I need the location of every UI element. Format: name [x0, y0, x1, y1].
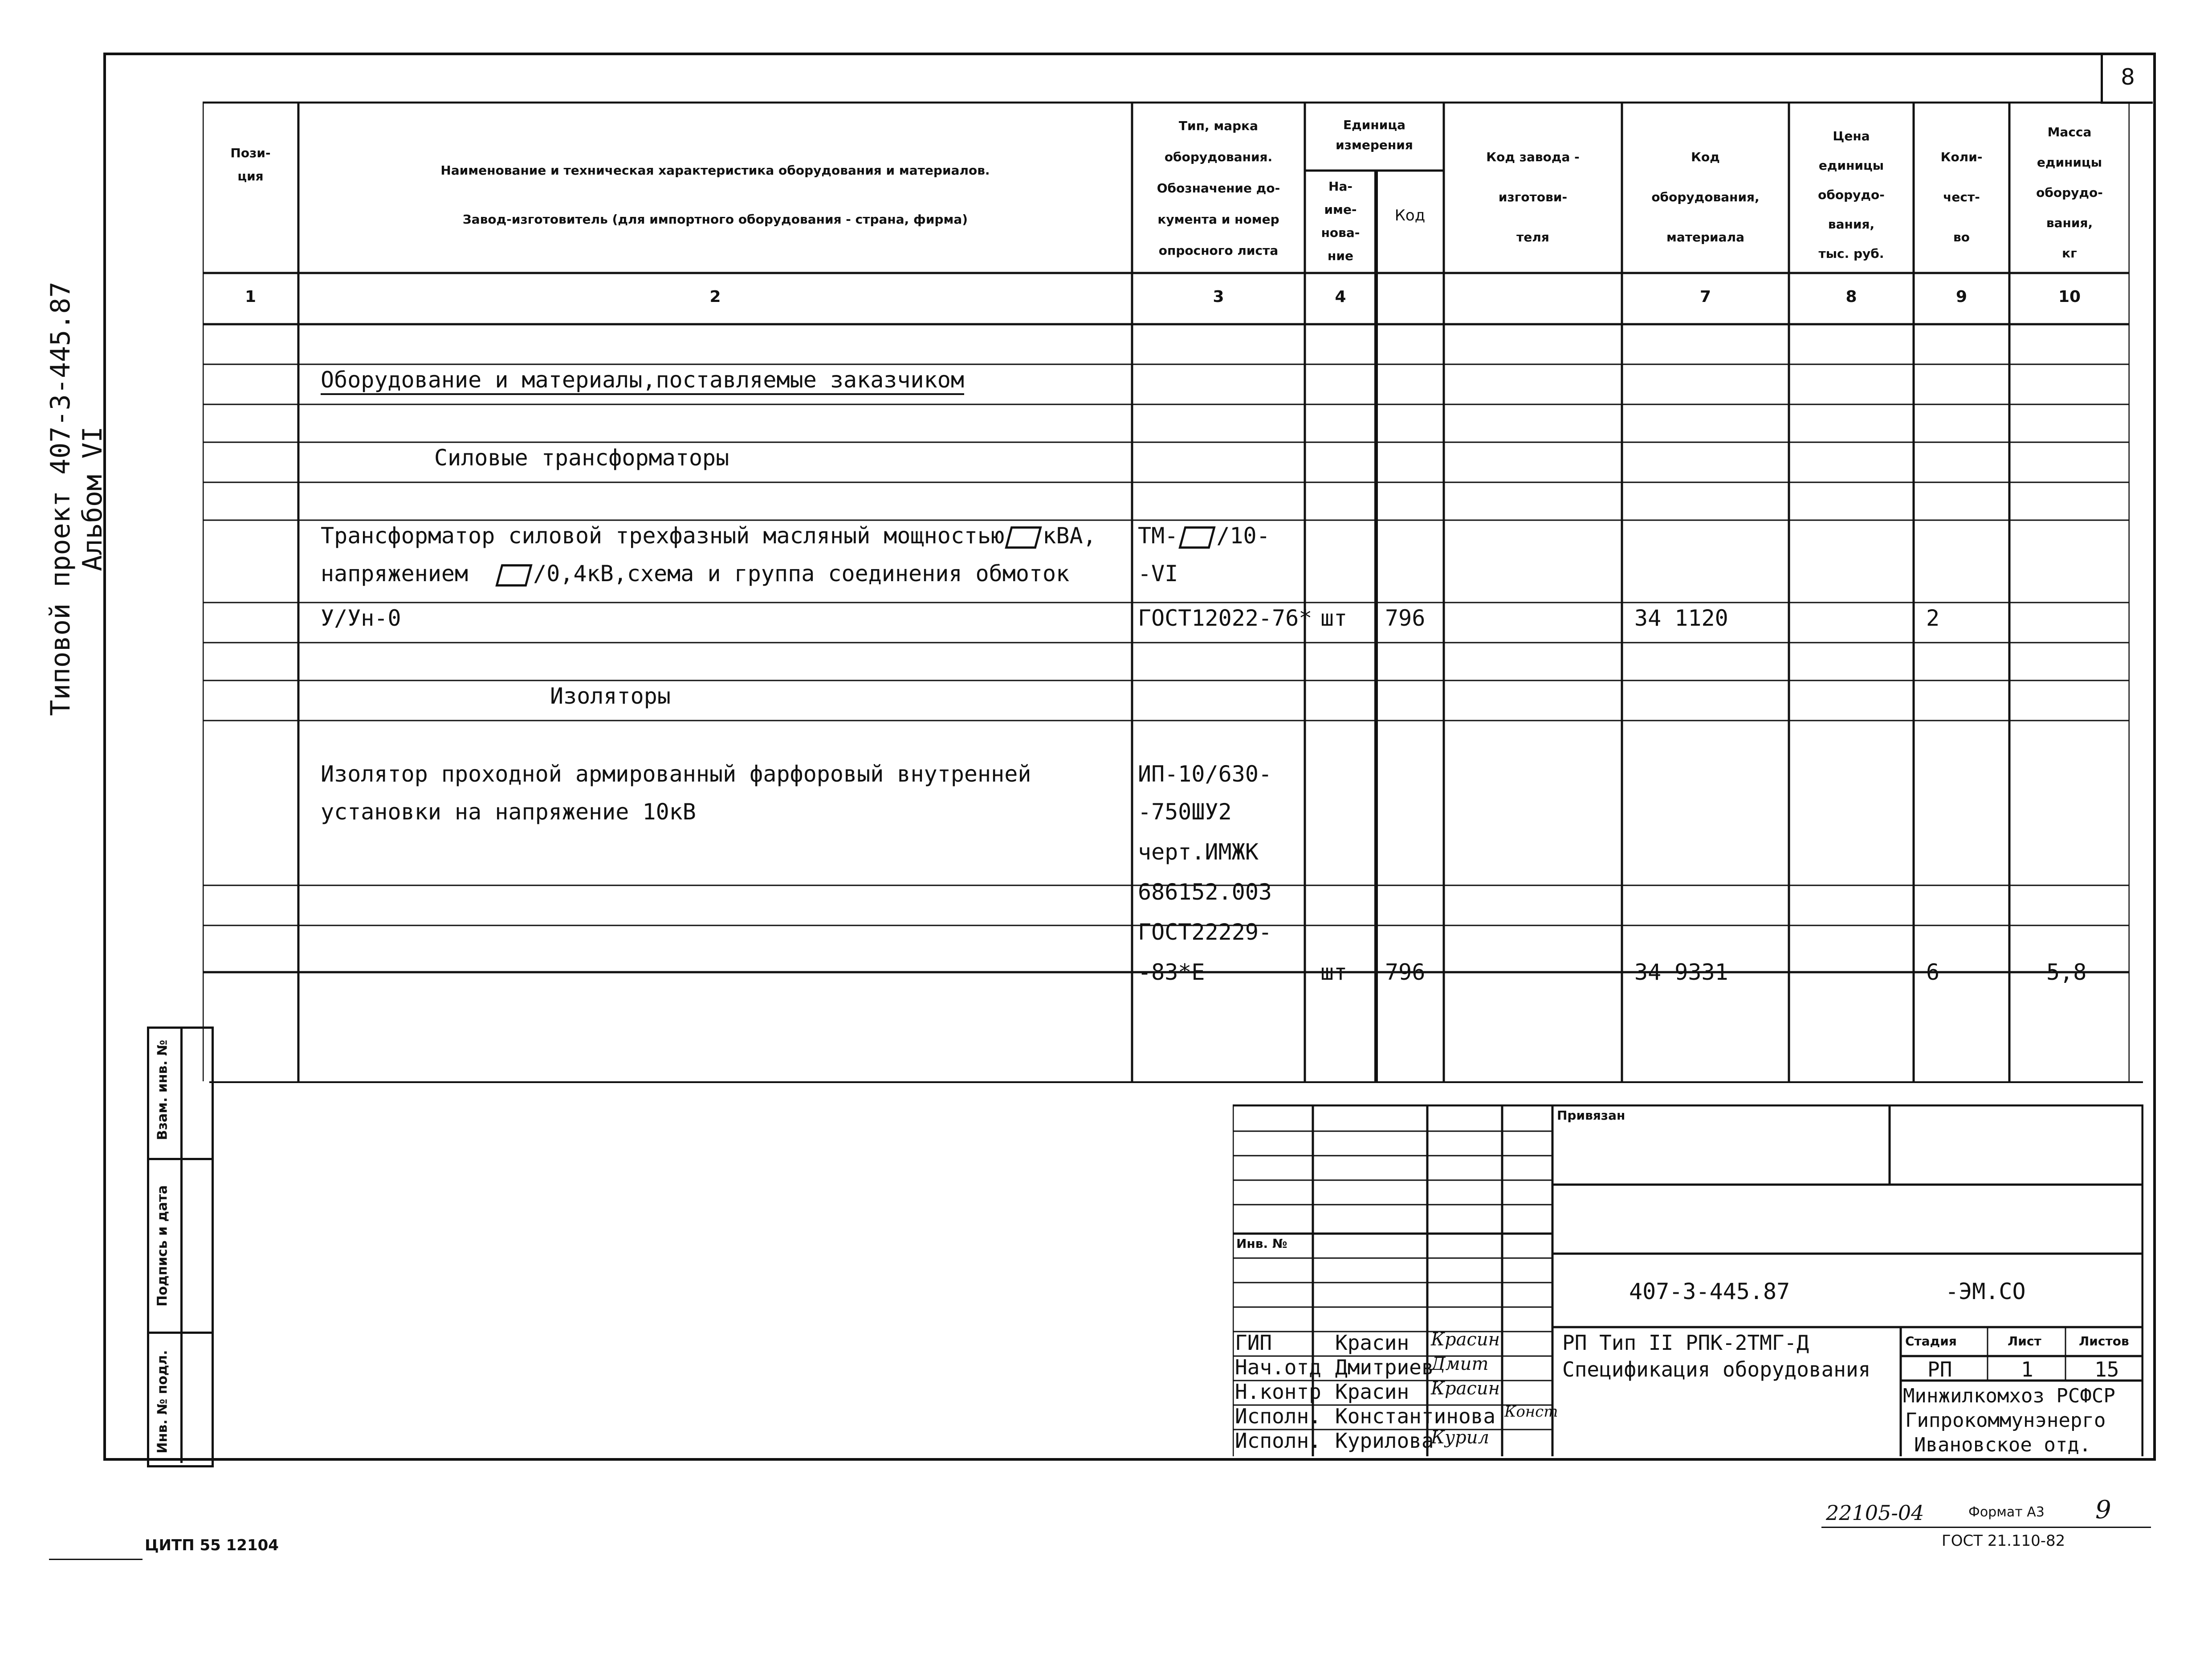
insulator-type-4: 686152.003: [1138, 879, 1272, 905]
insulator-type-1: ИП-10/630-: [1138, 761, 1272, 787]
footer-left-code: ЦИТП 55 12104: [145, 1536, 279, 1554]
footer-page-number: 9: [2095, 1495, 2111, 1524]
insulator-unit-code: 796: [1385, 959, 1426, 985]
header-mass: Масса единицы оборудо- вания, кг: [2036, 125, 2103, 261]
header-unit-name: На- име- нова- ние: [1321, 179, 1360, 263]
person-name-4: Константинова: [1335, 1404, 1496, 1428]
header-factory-code: Код завода - изготови- теля: [1486, 150, 1580, 244]
header-qty: Коли- чест- во: [1940, 150, 1983, 244]
insulator-type-5: ГОСТ22229-: [1138, 919, 1272, 945]
person-sign-3: Красин: [1431, 1378, 1500, 1399]
blank-box-icon: [1179, 526, 1216, 549]
person-role-1: ГИП: [1235, 1331, 1272, 1355]
section-heading: Оборудование и материалы,поставляемые заказчиком: [321, 367, 964, 395]
colnum-2: 2: [709, 288, 721, 306]
person-role-3: Н.контр: [1235, 1380, 1321, 1404]
footer-order-number: 22105-04: [1826, 1501, 1924, 1525]
side-stamp-zam: Взам. инв. №: [155, 1039, 171, 1141]
transformer-desc-line2: напряжением /0,4кВ,схема и группа соединения обмоток: [321, 561, 1070, 587]
colnum-1: 1: [244, 288, 257, 306]
side-stamp-podpis: Подпись и дата: [155, 1185, 171, 1307]
header-unit: Единица измерения: [1336, 118, 1413, 152]
org-line-3: Ивановское отд.: [1914, 1434, 2091, 1456]
privyazan-label: Привязан: [1557, 1108, 1625, 1123]
listov-label: Листов: [2079, 1334, 2129, 1348]
colnum-9: 9: [1955, 288, 1968, 306]
person-role-2: Нач.отд: [1235, 1355, 1321, 1379]
title-block: [1233, 1104, 2143, 1456]
doc-suffix: -ЭМ.СО: [1945, 1279, 2026, 1304]
blank-box-icon: [495, 564, 532, 587]
transformer-desc-line1: Трансформатор силовой трехфазный масляный мощностью кВА,: [321, 523, 1096, 549]
person-sign-2: Дмит: [1431, 1354, 1489, 1374]
side-title: [45, 276, 111, 721]
list-label: Лист: [2008, 1334, 2041, 1348]
insulator-type-3: черт.ИМЖК: [1138, 839, 1259, 865]
doc-code: 407-3-445.87: [1629, 1279, 1790, 1304]
sheet-title: Спецификация оборудования: [1562, 1357, 1871, 1381]
footer-format: Формат А3: [1968, 1504, 2045, 1520]
header-name: Наименование и техническая характеристика оборудования и материалов. Завод-изготовитель (для импортного оборудования - страна, фирма): [440, 163, 990, 227]
transformer-unit-code: 796: [1385, 605, 1426, 631]
colnum-8: 8: [1845, 288, 1857, 306]
transformer-qty: 2: [1926, 605, 1940, 631]
insulator-mass: 5,8: [2046, 959, 2087, 985]
footer-line-right: [1821, 1527, 2151, 1528]
header-unit-code: Код: [1394, 207, 1426, 224]
person-name-1: Красин: [1335, 1331, 1409, 1355]
person-sign-5: Курил: [1431, 1427, 1489, 1448]
insulator-desc-line1: Изолятор проходной армированный фарфоровый внутренней: [321, 761, 1031, 787]
sheet-number-box: [2101, 53, 2153, 104]
group-transformers: Силовые трансформаторы: [434, 445, 729, 471]
inv-no-label: Инв. №: [1236, 1236, 1287, 1251]
transformer-type-2: -VI: [1138, 561, 1178, 587]
side-title-project: Типовой проект 407-3-445.87: [45, 281, 76, 716]
header-equipment-code: Код оборудования, материала: [1651, 150, 1760, 244]
person-sign-1: Красин: [1431, 1329, 1500, 1350]
header-price: Цена единицы оборудо- вания, тыс. руб.: [1818, 129, 1885, 261]
person-name-2: Дмитриев: [1335, 1355, 1434, 1379]
list-value: 1: [2021, 1357, 2033, 1381]
person-name-5: Курилова: [1335, 1429, 1434, 1453]
side-stamp: [147, 1027, 214, 1467]
org-line-2: Гипрокоммунэнерго: [1905, 1409, 2106, 1432]
object-title: РП Тип II РПК-2ТМГ-Д: [1562, 1331, 1809, 1355]
insulator-unit: шт: [1320, 959, 1348, 985]
insulator-equipment-code: 34 9331: [1634, 959, 1728, 985]
insulator-desc-line2: установки на напряжение 10кВ: [321, 799, 696, 825]
colnum-4: 4: [1335, 288, 1346, 306]
group-insulators: Изоляторы: [550, 683, 671, 709]
sheet-number: 8: [2121, 64, 2135, 90]
colnum-10: 10: [2058, 288, 2081, 306]
stage-label: Стадия: [1905, 1334, 1957, 1348]
person-sign-4: Конст: [1504, 1403, 1558, 1421]
transformer-desc-line3: У/Ун-0: [321, 605, 401, 631]
org-line-1: Минжилкомхоз РСФСР: [1903, 1385, 2115, 1407]
transformer-unit: шт: [1320, 605, 1348, 631]
transformer-type-1: ТМ- /10-: [1138, 523, 1270, 549]
transformer-equipment-code: 34 1120: [1634, 605, 1728, 631]
header-type: Тип, марка оборудования. Обозначение до- кумента и номер опросного листа: [1157, 118, 1280, 258]
blank-box-icon: [1005, 526, 1042, 549]
insulator-type-2: -750ШУ2: [1138, 799, 1232, 825]
lower-frame-line: [209, 1081, 2143, 1083]
spec-table: [203, 102, 2130, 1081]
transformer-type-3: ГОСТ12022-76*: [1138, 605, 1312, 631]
header-pos: Пози- ция: [230, 146, 271, 183]
insulator-qty: 6: [1926, 959, 1940, 985]
footer-gost: ГОСТ 21.110-82: [1942, 1532, 2065, 1550]
person-role-5: Исполн.: [1235, 1429, 1321, 1453]
colnum-7: 7: [1699, 288, 1711, 306]
listov-value: 15: [2094, 1357, 2119, 1381]
side-stamp-inv: Инв. № подл.: [155, 1350, 171, 1454]
person-name-3: Красин: [1335, 1380, 1409, 1404]
side-title-album: Альбом VI: [77, 426, 108, 571]
insulator-type-6: -83*Е: [1138, 959, 1205, 985]
colnum-3: 3: [1213, 288, 1224, 306]
person-role-4: Исполн.: [1235, 1404, 1321, 1428]
stage-value: РП: [1927, 1357, 1952, 1381]
footer-line-left: [49, 1559, 143, 1560]
